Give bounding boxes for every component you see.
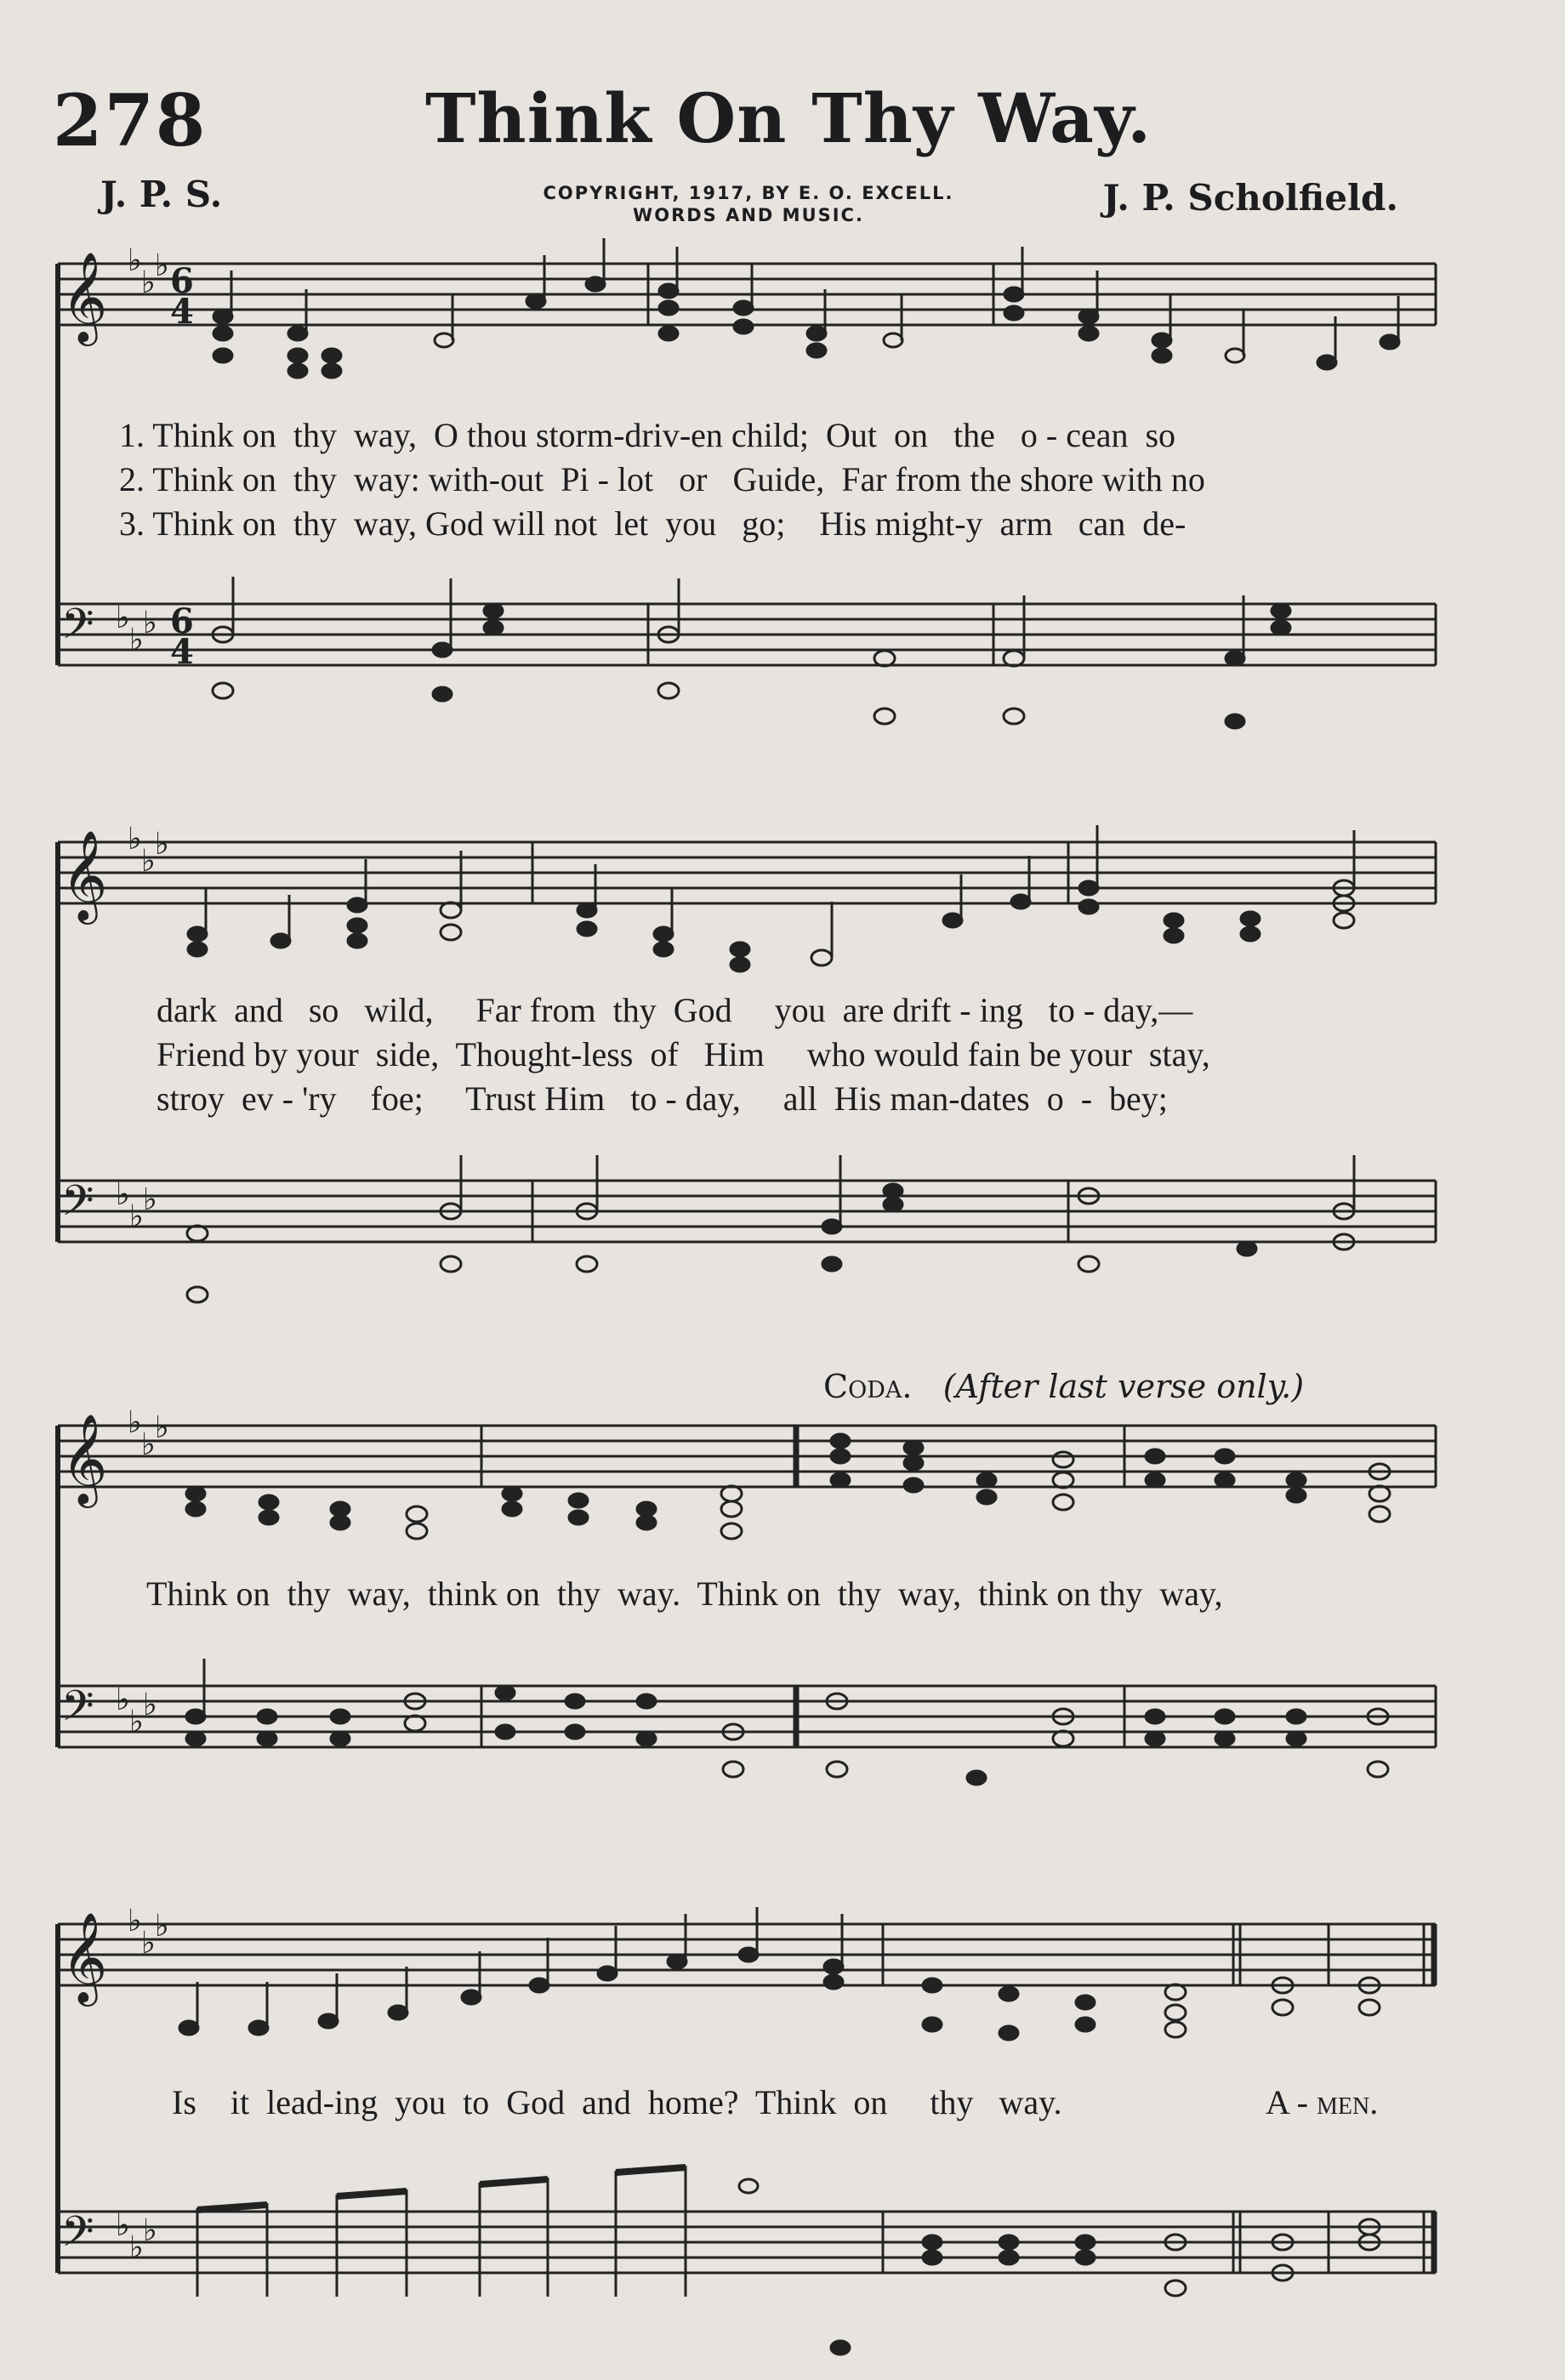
verse-3-line-2: stroy ev - 'ry foe; Trust Him to - day, all His man-dates o - bey; bbox=[156, 1079, 1168, 1118]
coda-heading bbox=[823, 1368, 1304, 1405]
svg-text:♭: ♭ bbox=[141, 265, 156, 300]
svg-text:♭: ♭ bbox=[116, 2208, 130, 2243]
coda-note: (After last verse only.) bbox=[942, 1368, 1305, 1405]
verse-1-line-1: 1. Think on thy way, O thou storm-driv-en child; Out on the o - cean so bbox=[119, 416, 1176, 454]
composer-credit: J. P. Scholfield. bbox=[1102, 177, 1398, 219]
refrain-line-2: Is it lead-ing you to God and home? Think on thy way. bbox=[172, 2083, 1062, 2121]
svg-text:♭: ♭ bbox=[141, 844, 156, 879]
svg-text:♭: ♭ bbox=[143, 2213, 157, 2248]
treble-staff-2 bbox=[58, 842, 1436, 903]
svg-text:♭: ♭ bbox=[129, 2230, 144, 2265]
svg-text:♭: ♭ bbox=[129, 1199, 144, 1234]
hymn-number: 278 bbox=[53, 78, 208, 162]
verse-2-line-1: 2. Think on thy way: with-out Pi - lot or Guide, Far from the shore with no bbox=[119, 460, 1205, 498]
bass-staff-2 bbox=[58, 1181, 1436, 1242]
svg-text:𝄞: 𝄞 bbox=[61, 1413, 108, 1504]
svg-text:♭: ♭ bbox=[155, 248, 169, 283]
notes bbox=[179, 238, 1399, 2354]
hymn-title: Think On Thy Way. bbox=[425, 78, 1152, 158]
copyright-line-2: WORDS AND MUSIC. bbox=[633, 205, 864, 225]
verse-1-line-2: dark and so wild, Far from thy God you are drift - ing to - day,— bbox=[156, 991, 1193, 1029]
verse-3-line-1: 3. Think on thy way, God will not let you go; His might-y arm can de- bbox=[119, 504, 1187, 543]
svg-text:♭: ♭ bbox=[129, 623, 144, 658]
svg-text:4: 4 bbox=[170, 292, 194, 332]
refrain-line-1: Think on thy way, think on thy way. Think on thy way, think on thy way, bbox=[146, 1574, 1223, 1613]
svg-text:♭: ♭ bbox=[141, 1427, 156, 1462]
svg-text:6: 6 bbox=[170, 601, 194, 641]
svg-text:𝄢: 𝄢 bbox=[61, 1682, 94, 1741]
svg-text:♭: ♭ bbox=[155, 827, 169, 862]
coda-label: Coda. bbox=[823, 1368, 913, 1405]
svg-text:𝄞: 𝄞 bbox=[61, 829, 108, 920]
svg-text:𝄢: 𝄢 bbox=[61, 2207, 94, 2267]
svg-text:♭: ♭ bbox=[141, 1926, 156, 1961]
svg-text:6: 6 bbox=[170, 261, 194, 301]
svg-text:♭: ♭ bbox=[116, 1177, 130, 1212]
svg-text:4: 4 bbox=[170, 632, 194, 672]
bass-staff-4 bbox=[58, 2212, 1436, 2273]
amen: A - men. bbox=[1266, 2083, 1379, 2121]
svg-text:𝄞: 𝄞 bbox=[61, 1911, 108, 2002]
bass-clef: 𝄢 bbox=[61, 600, 94, 659]
verse-2-line-2: Friend by your side, Thought-less of Him who would fain be your stay, bbox=[156, 1035, 1210, 1073]
treble-staff-1 bbox=[58, 264, 1436, 325]
treble-clef: 𝄞 bbox=[61, 251, 108, 342]
copyright-line-1: COPYRIGHT, 1917, BY E. O. EXCELL. bbox=[543, 183, 954, 203]
svg-text:♭: ♭ bbox=[129, 1705, 144, 1739]
key-signature bbox=[116, 243, 169, 2265]
svg-text:♭: ♭ bbox=[116, 1683, 130, 1717]
svg-text:♭: ♭ bbox=[128, 243, 142, 278]
svg-text:♭: ♭ bbox=[116, 601, 130, 635]
svg-text:𝄢: 𝄢 bbox=[61, 1176, 94, 1236]
lyricist-credit: J. P. S. bbox=[100, 174, 223, 215]
svg-text:♭: ♭ bbox=[128, 822, 142, 857]
svg-text:♭: ♭ bbox=[155, 1410, 169, 1445]
svg-text:♭: ♭ bbox=[128, 1405, 142, 1440]
svg-text:♭: ♭ bbox=[143, 606, 157, 641]
svg-text:♭: ♭ bbox=[155, 1909, 169, 1944]
svg-text:♭: ♭ bbox=[128, 1904, 142, 1939]
svg-text:♭: ♭ bbox=[143, 1688, 157, 1722]
svg-text:♭: ♭ bbox=[143, 1182, 157, 1217]
